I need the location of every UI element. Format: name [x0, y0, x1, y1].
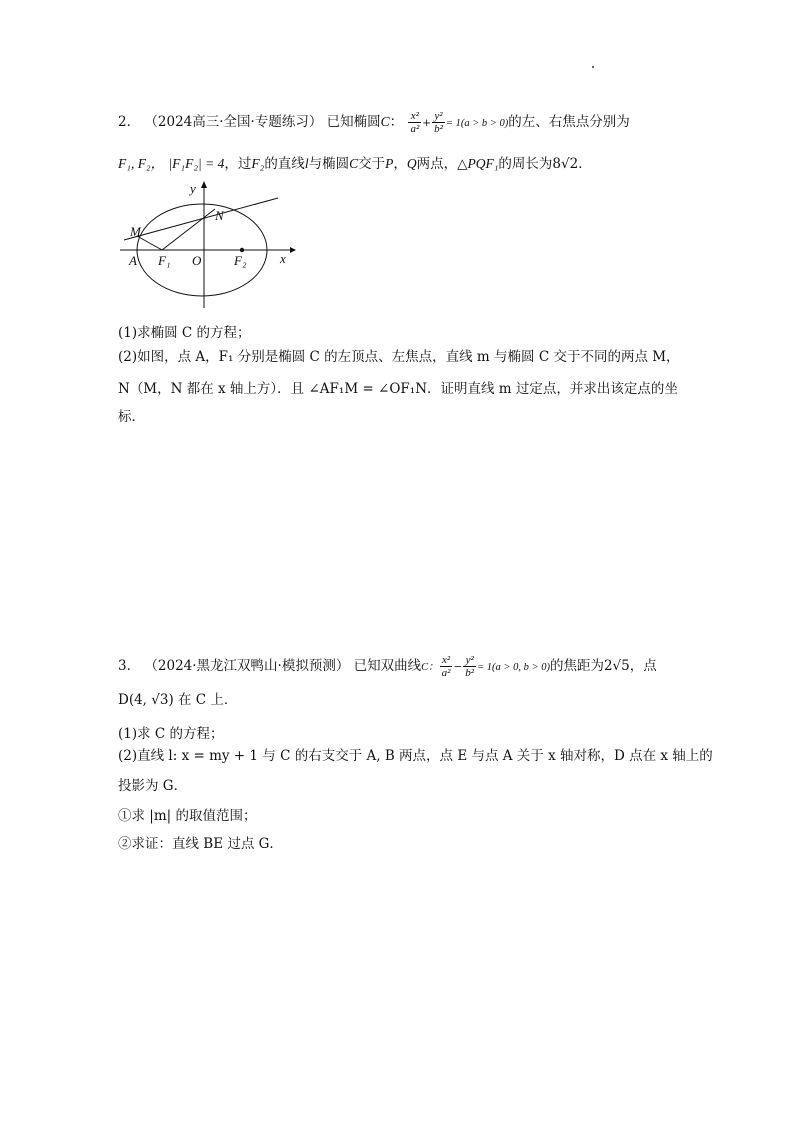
problem3-stem-a: 已知双曲线 [353, 658, 422, 675]
problem3-frac-x [440, 654, 453, 679]
plus-sign: + [422, 117, 432, 130]
frac-den: b² [434, 123, 443, 136]
problem2-source: （2024高三·全国·专题练习） [144, 114, 323, 131]
problem2-stem-a: 已知椭圆 [326, 114, 381, 131]
problem3-source: （2024·黑龙江双鸭山·模拟预测） [144, 658, 350, 675]
text: ． [578, 156, 592, 172]
problem3-q1: (1)求 C 的方程； [118, 726, 224, 742]
frac-den: a² [441, 667, 451, 680]
problem2-q1: (1)求椭圆 C 的方程； [118, 325, 251, 341]
problem2-line1 [118, 110, 630, 135]
text: 交于 [358, 156, 386, 172]
problem3-q2-line2: 投影为 G． [118, 778, 188, 794]
problem3-curve-name: C： [421, 662, 439, 674]
focal-distance: |F₁F₂| = 4 [168, 156, 225, 171]
page-mark [592, 66, 594, 68]
text: 两点， [416, 156, 458, 172]
focus-f2: F₂ [251, 156, 265, 171]
frac-num: x² [440, 654, 453, 667]
label-o: O [192, 253, 202, 268]
problem2-q2-line1: (2)如图，点 A，F₁ 分别是椭圆 C 的左顶点、左焦点，直线 m 与椭圆 C 交于不同的两点 M， [118, 349, 680, 365]
problem2-stem-b: 的左、右焦点分别为 [508, 114, 630, 131]
label-f2: F₂ [234, 253, 247, 268]
problem2-colon: ： [389, 114, 404, 131]
ellipse-figure [118, 178, 298, 313]
frac-den: b² [465, 667, 475, 680]
problem3-stem-b: 的焦距为 [549, 658, 604, 675]
label-m: M [130, 224, 141, 239]
point-p: P [385, 156, 394, 171]
problem2-q2-line2: N（M，N 都在 x 轴上方）．且 ∠AF₁M = ∠OF₁N．证明直线 m 过定点，并求出该定点的坐 [118, 381, 678, 397]
point-f2 [240, 248, 244, 252]
curve-c: C [349, 156, 359, 171]
label-y: y [190, 181, 196, 196]
problem3-line1 [118, 654, 657, 679]
line-l: l [304, 156, 309, 171]
problem3-sub2: ②求证：直线 BE 过点 G． [118, 836, 283, 852]
problem3-number: 3． [118, 658, 141, 675]
label-n: N [215, 208, 224, 223]
minus-sign: − [453, 661, 463, 674]
y-axis-arrow [201, 181, 207, 188]
label-a: A [129, 253, 137, 268]
problem2-line2 [118, 157, 592, 172]
frac-num: y² [463, 654, 476, 667]
label-x: x [280, 251, 286, 266]
triangle: △PQF₁ [457, 156, 499, 171]
segment-f1n [162, 209, 215, 250]
problem2-frac-y [432, 110, 445, 135]
problem2-q2-line3: 标． [118, 409, 145, 425]
problem3-sub1: ①求 |m| 的取值范围； [118, 808, 257, 824]
focal-length: 2√5 [603, 658, 630, 675]
problem3-condition: = 1(a > 0, b > 0) [477, 662, 550, 674]
text: ， [393, 156, 407, 172]
frac-num: x² [408, 110, 421, 123]
text: 的直线 [264, 156, 305, 172]
x-axis-arrow [290, 247, 296, 253]
frac-den: a² [410, 123, 420, 136]
point-q: Q [406, 156, 417, 171]
text: 的周长为 [498, 156, 553, 172]
text: 与椭圆 [308, 156, 350, 172]
problem3-line2: D(4, √3) 在 C 上． [118, 692, 238, 708]
foci-names: F₁, F₂， [118, 156, 165, 171]
label-f1: F₁ [158, 253, 171, 268]
problem2-frac-x [408, 110, 421, 135]
problem3-frac-y [463, 654, 476, 679]
problem3-stem-c: ，点 [629, 658, 657, 675]
problem2-number: 2． [118, 114, 141, 131]
text: ，过 [224, 156, 252, 172]
problem3-q2-line1: (2)直线 l: x = my + 1 与 C 的右支交于 A, B 两点，点 E 与点 A 关于 x 轴对称，D 点在 x 轴上的 [118, 748, 713, 764]
problem2-condition: = 1(a > b > 0) [445, 118, 509, 130]
frac-num: y² [432, 110, 445, 123]
perimeter-value: 8√2 [552, 156, 579, 172]
problem2-curve-name: C [380, 114, 390, 130]
